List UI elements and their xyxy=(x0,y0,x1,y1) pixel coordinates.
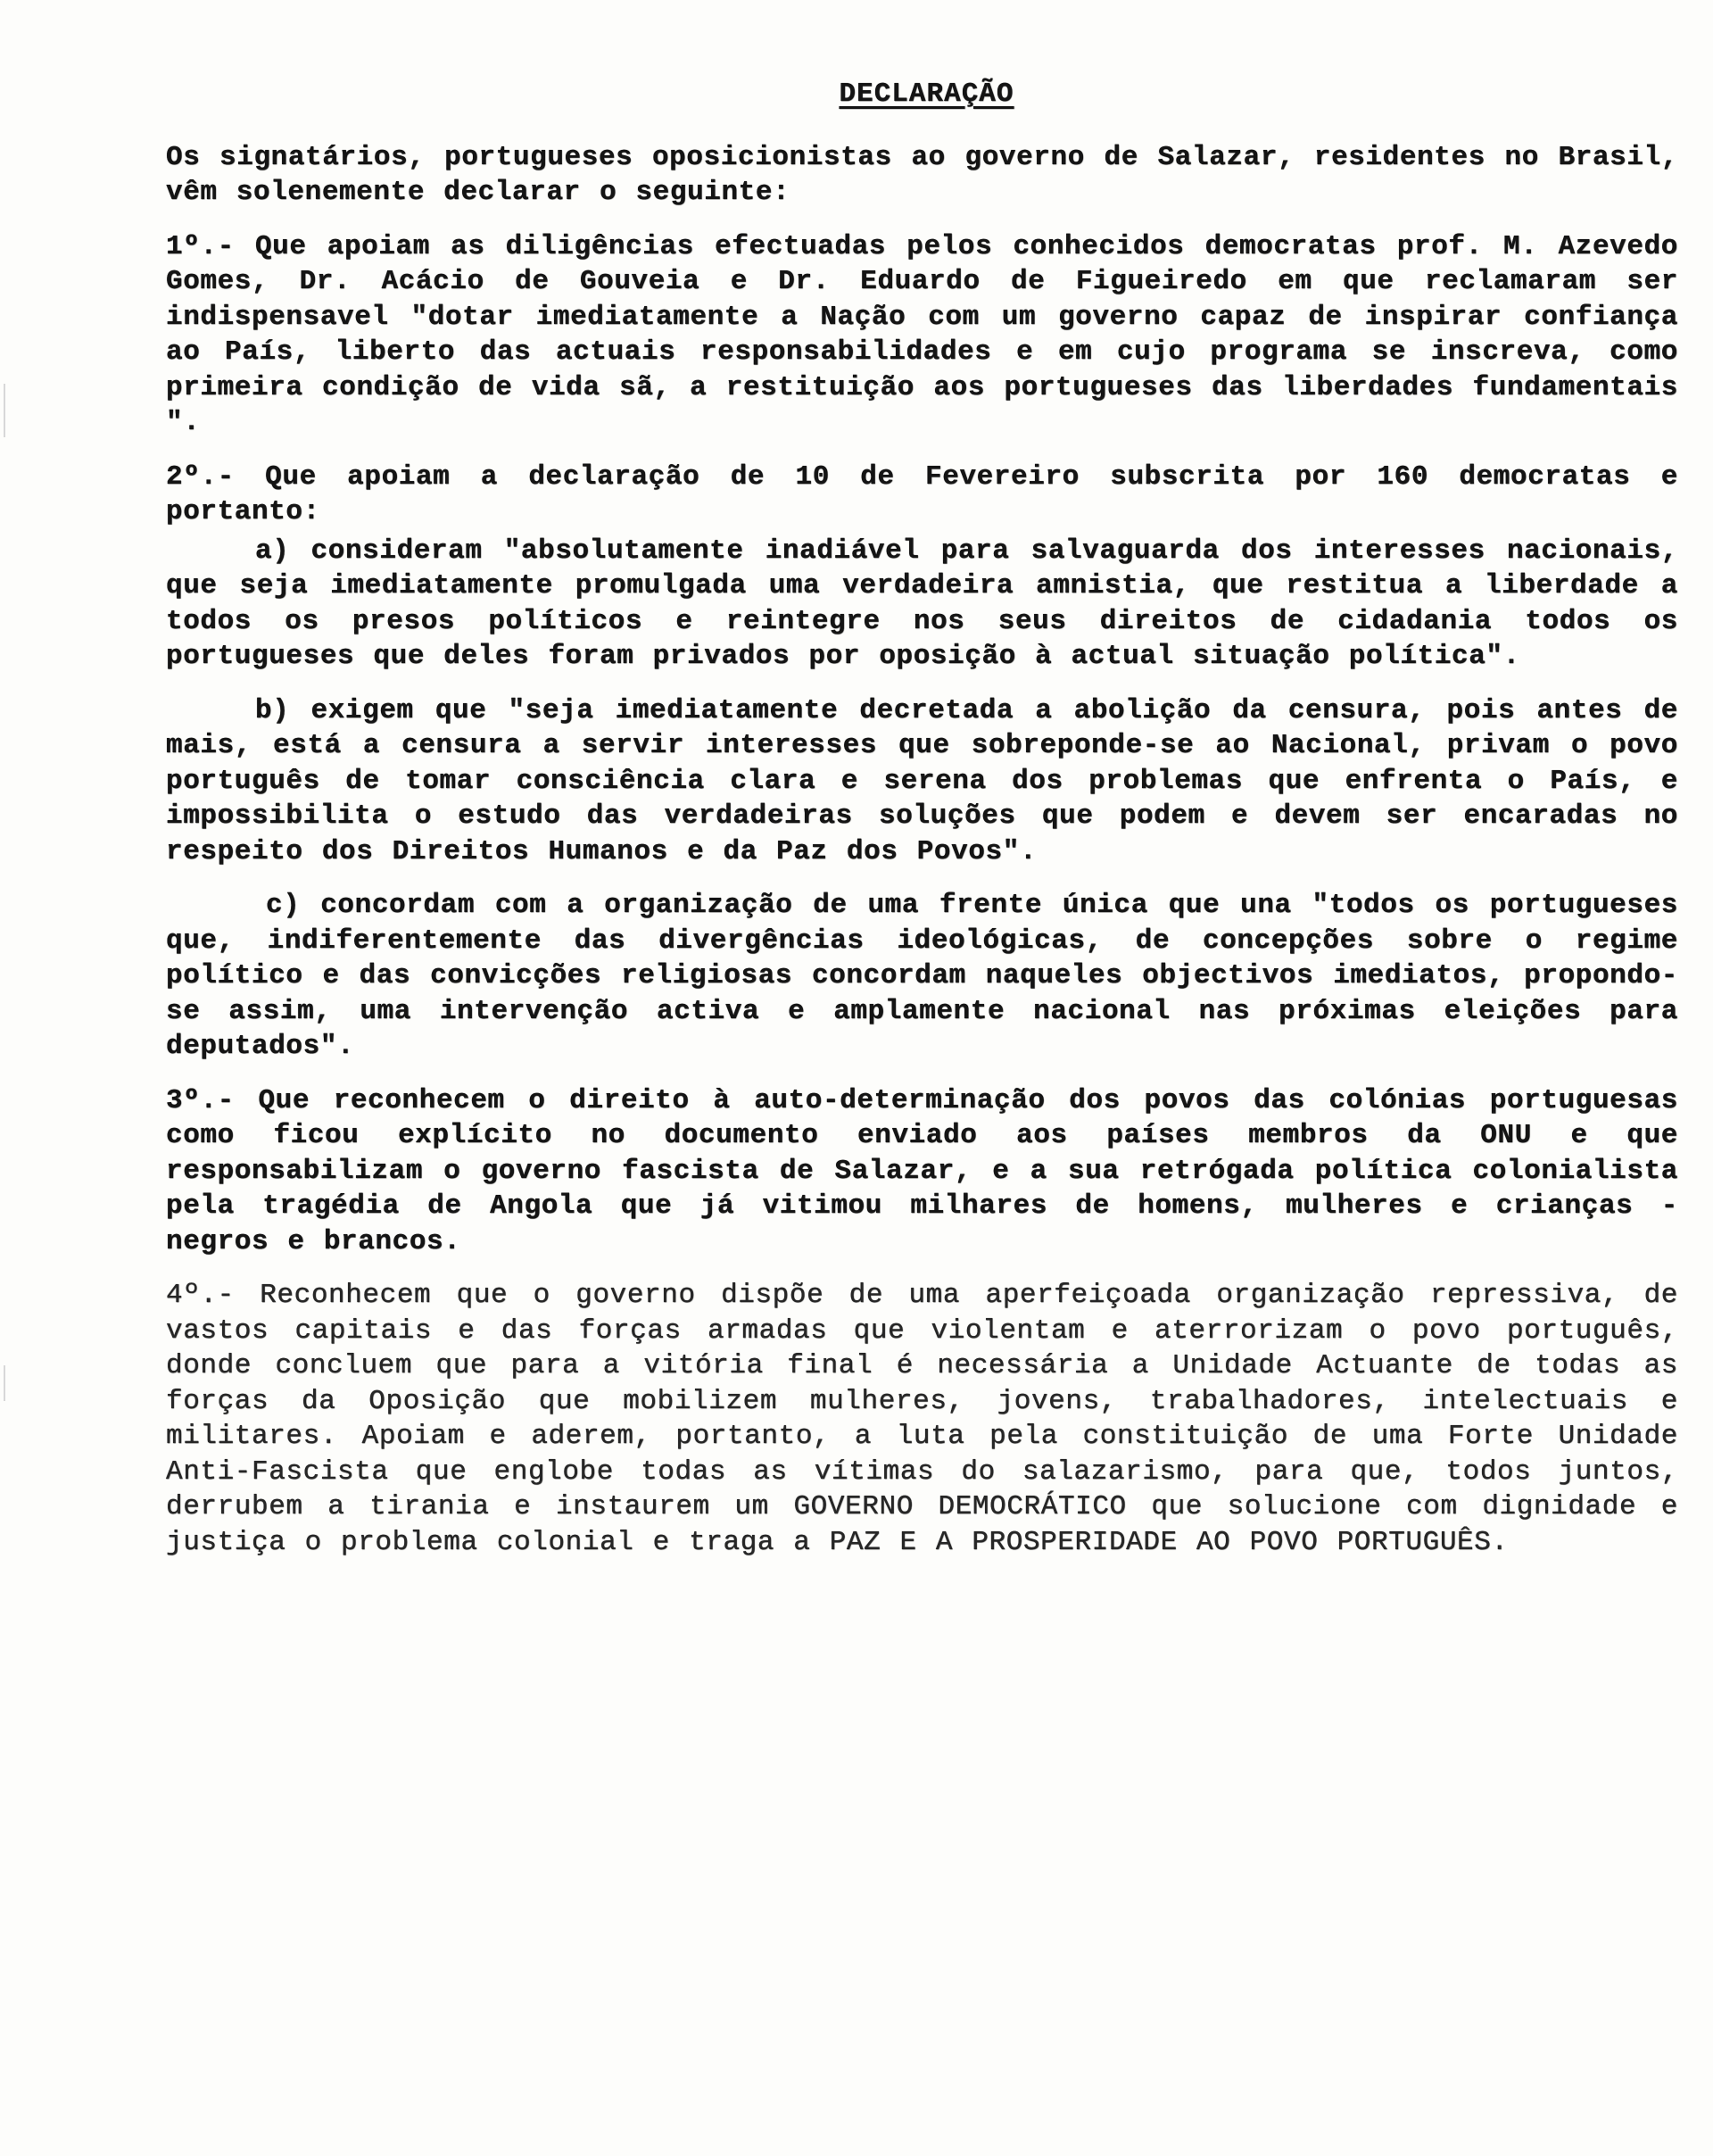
paragraph-1: 1º.- Que apoiam as diligências efectuadas pelos conhecidos democratas prof. M. Azevedo Gomes, Dr. Acácio de Gouveia e Dr. Eduardo de Figueiredo em que reclamaram ser indispensavel "dotar imediatamente a Nação com um governo capaz de inspirar confiança ao País, liberto das actuais responsabilidades e em cujo programa se inscreva, como primeira condição de vida sã, a restituição aos portugueses das liberdades fundamentais ". xyxy=(166,230,1678,438)
scan-margin-mark xyxy=(4,384,5,437)
paragraph-4: 4º.- Reconhecem que o governo dispõe de uma aperfeiçoada organização repressiva, de vastos capitais e das forças armadas que violentam e aterrorizam o povo português, donde concluem que para a vitória final é necessária a Unidade Actuante de todas as forças da Oposição que mobilizem mulheres, jovens, trabalhadores, intelectuais e militares. Apoiam e aderem, portanto, a luta pela constituição de uma Forte Unidade Anti-Fascista que englobe todas as vítimas do salazarismo, para que, todos juntos, derrubem a tirania e instaurem um GOVERNO DEMOCRÁTICO que solucione com dignidade e justiça o problema colonial e traga a PAZ E A PROSPERIDADE AO POVO PORTUGUÊS. xyxy=(166,1280,1678,1558)
scan-margin-mark xyxy=(4,1365,5,1401)
paragraph-3: 3º.- Que reconhecem o direito à auto-determinação dos povos das colónias portuguesas como ficou explícito no documento enviado aos países membros da ONU e que responsabilizam o governo fascista de Salazar, e a sua retrógada política colonialista pela tragédia de Angola que já vitimou milhares de homens, mulheres e crianças - negros e brancos. xyxy=(166,1084,1678,1257)
document-body xyxy=(166,77,1678,1579)
intro-paragraph: Os signatários, portugueses oposicionistas ao governo de Salazar, residentes no Brasil, vêm solenemente declarar o seguinte: xyxy=(166,141,1678,208)
document-title: DECLARAÇÃO xyxy=(839,79,1014,110)
sub-item-c: c) concordam com a organização de uma frente única que una "todos os portugueses que, indiferentemente das divergências ideológicas, de concepções sobre o regime político e das convicções religiosas concordam naqueles objectivos imediatos, propondo-se assim, uma intervenção activa e amplamente nacional nas próximas eleições para deputados". xyxy=(166,890,1678,1062)
sub-item-b: b) exigem que "seja imediatamente decretada a abolição da censura, pois antes de mais, está a censura a servir interesses que sobreponde-se ao Nacional, privam o povo português de tomar consciência clara e serena dos problemas que enfrenta o País, e impossibilita o estudo das verdadeiras soluções que podem e devem ser encaradas no respeito dos Direitos Humanos e da Paz dos Povos". xyxy=(166,694,1678,867)
sub-item-a: a) consideram "absolutamente inadiável para salvaguarda dos interesses nacionais, que seja imediatamente promulgada uma verdadeira amnistia, que restitua a liberdade a todos os presos políticos e reintegre nos seus direitos de cidadania todos os portugueses que deles foram privados por oposição à actual situação política". xyxy=(166,535,1678,672)
paragraph-2: 2º.- Que apoiam a declaração de 10 de Fevereiro subscrita por 160 democratas e portanto: xyxy=(166,460,1678,527)
